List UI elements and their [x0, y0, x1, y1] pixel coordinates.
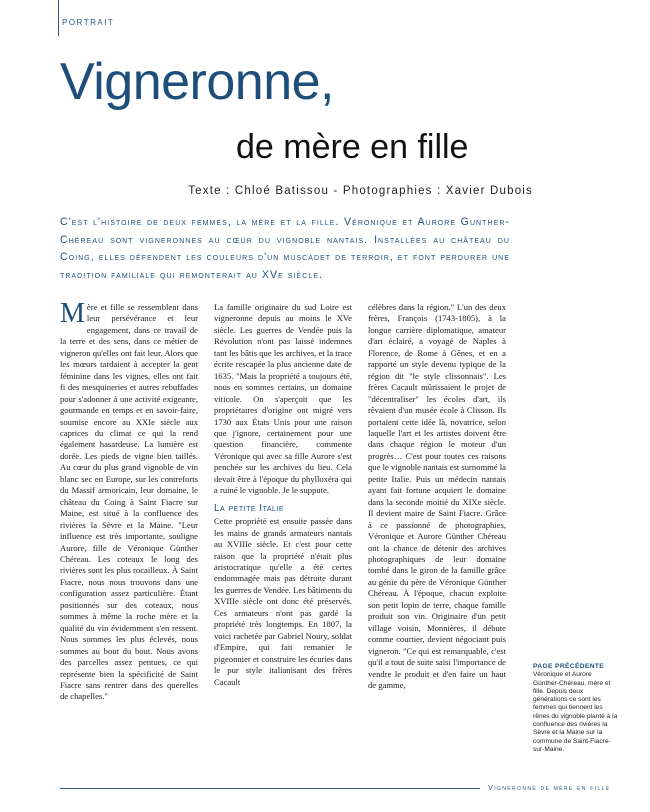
body-paragraph: La famille originaire du sud Loire est vigneronne depuis au moins le XVe siècle. Les guerres de Vendée puis la Révolution n'ont pas laissé indemnes tant les bâtis que les archives, et la trace écrite rescapée la plus ancienne date de 1635. "Mais la propriété a toujours été, nous en sommes certains, un domaine viticole. On s'aperçoit que les propriétaires d'origine ont migré vers 1730 aux États Unis pour une raison que j'ignore, certainement pour une question financière, commente Véronique qui avec sa fille Aurore s'est penchée sur les archives du lieu. Cela devait être à l'époque du phylloxéra qui a ruiné le vignoble. Je le suppute. [214, 302, 352, 496]
section-tag: PORTRAIT [62, 18, 115, 27]
article-title: Vigneronne, [60, 53, 334, 111]
body-column-1 [60, 298, 198, 703]
running-footer: Vigneronne de mère en fille [488, 783, 611, 792]
footer-rule [60, 788, 480, 789]
section-subheading: La petite Italie [214, 502, 285, 514]
body-paragraph: ère et fille se ressemblent dans leur persévérance et leur engagement, dans ce travail de la terre et des sens, dans ce métier de vigneron qu'elles ont fait leur. Alors que les mœurs tardaient à accepter la gent féminine dans les vignes, elles ont fait fi des mesquineries et autres rebuffades pour s'adonner à une activité exigeante, gourmande en temps et en savoir-faire, soumise encore au XXIe siècle aux caprices du climat ce qui la rend également hasardeuse. La lumière est dorée. Les pieds de vigne bien taillés. Au cœur du plus grand vignoble de vin blanc sec en Europe, sur les contreforts du Massif armoricain, leur domaine, le château du Coing à Saint Fiacre sur Maine, est situé à la confluence des rivières la Sèvre et la Maine. "Leur influence est très importante, souligne Aurore, fille de Véronique Günther Chéreau. Les coteaux le long des rivières sont les plus rocailleux. À Saint Fiacre, nous nous trouvons dans une configuration assez particulière. Étant positionnés sur des coteaux, nous sommes à même la roche mère et la qualité du vin évidemment s'en ressent. Nous sommes les plus éclevés, nous sommes au bout du bout. Nous avons des parcelles assez pentues, ce qui représente bien la spécificité de Saint Fiacre sans rentrer dans des querelles de chapelles." [60, 302, 198, 702]
caption-text: Véronique et Aurore Günther-Chéreau, mère et fille. Depuis deux générations ce sont les femmes qui tiennent les rênes du vignoble planté à la confluence des rivières la Sèvre et la Maine sur la commune de Saint-Fiacre-sur-Maine. [533, 671, 618, 753]
photo-caption [533, 663, 619, 754]
body-column-3 [368, 302, 506, 691]
caption-title: PAGE PRÉCÉDENTE [533, 663, 605, 670]
article-credits: Texte : Chloé Batissou - Photographies : Xavier Dubois [188, 185, 533, 197]
body-paragraph: célèbres dans la région." L'un des deux frères, François (1743-1805), à la longue carrière diplomatique, amateur d'art éclairé, a voyagé de Naples à Florence, de Rome à Gênes, et en a rapporté un style devenu typique de la région dit "le style clissonnais". Les frères Cacault mûrissaient le projet de "décentraliser" les écoles d'art, ils rêvaient d'un musée école à Clisson. Ils portaient cette idée là, novatrice, selon laquelle l'art et les artistes doivent être dans chaque région le moteur d'un progrès… C'est pour toutes ces raisons que le vignoble nantais est surnommé la petite Italie. Puis un médecin nantais ayant fait fortune acquiert le domaine dans la seconde moitié du XIXe siècle. Il devient maire de Saint Fiacre. Grâce à ce passionné de photographies, Véronique et Aurore Günther Chéreau ont la chance de détenir des archives photographiques de leur domaine tombé dans le giron de la famille grâce au génie du père de Véronique Günther Chéreau. À l'époque, chacun exploite son petit lopin de terre, chaque famille produit son vin. Originaire d'un petit village voisin, Monnières, il débute comme courtier, devient négociant puis vigneron. "Ce qui est remarquable, c'est qu'il a tout de suite saisi l'importance de vendre le produit et d'en faire un haut de gamme, [368, 302, 506, 690]
body-column-2 [214, 302, 352, 688]
article-lede: C'est l'histoire de deux femmes, la mère et la fille. Véronique et Aurore Gunther-Chéreau sont vigneronnes au cœur du vignoble nantais. Installées au château du Coing, elles défendent les couleurs d'un muscadet de terroir, et font perdurer une tradition familiale qui remonterait au XVe siècle. [60, 216, 510, 281]
section-rule [58, 0, 59, 36]
drop-cap: M [60, 298, 85, 329]
body-paragraph: Cette propriété est ensuite passée dans les mains de grands armateurs nantais au XVIIIe siècle. Et c'est pour cette raison que la propriété n'était plus aristocratique qu'elle a été certes endommagée mais pas détruite durant les guerres de Vendée. Les bâtiments du XVIIIe siècle ont donc été préservés. Ces armateurs n'ont pas gardé la propriété très longtemps. En 1807, la voici rachetée par Gabriel Noury, soldat d'Empire, qui fait remanier le pigeonnier et construire les écuries dans le pur style italianisant des frères Cacault [214, 516, 352, 687]
article-subtitle: de mère en fille [236, 128, 469, 166]
